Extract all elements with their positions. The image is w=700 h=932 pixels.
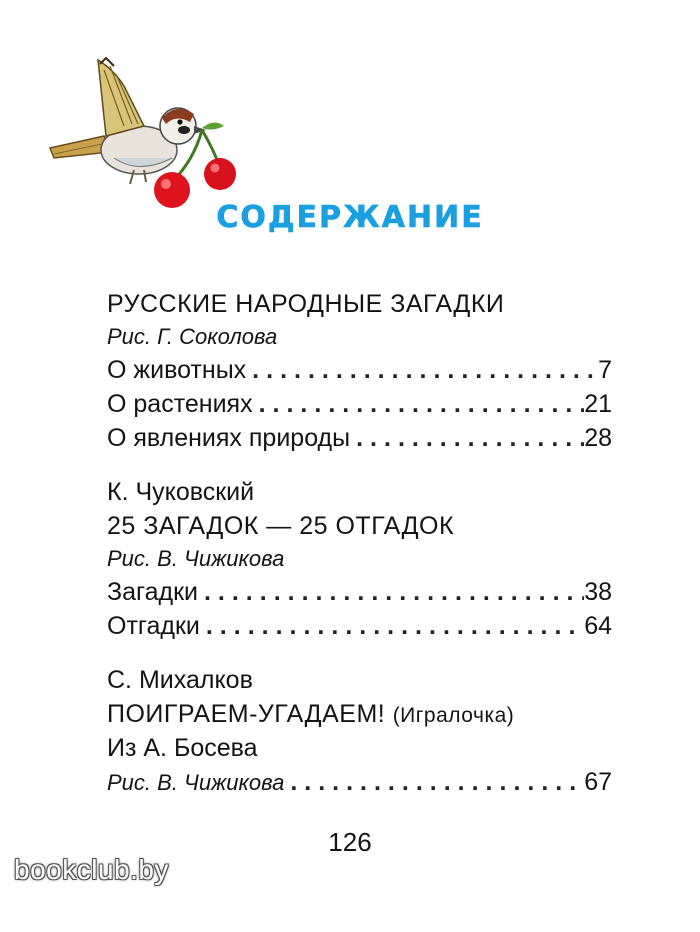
toc-entry-page: 7 [598,356,612,384]
toc-entry-page: 64 [584,612,612,640]
toc-entry-label: Отгадки [107,612,200,640]
section-title-row [107,697,612,731]
toc-section-mikhalkov [107,663,612,799]
toc-entry-label: Рис. В. Чижикова [107,770,285,795]
table-of-contents [107,287,612,819]
watermark: bookclub.by [14,854,169,885]
section-title: ПОИГРАЕМ-УГАДАЕМ! [107,700,386,728]
author-name: К. Чуковский [107,478,255,506]
toc-entry-label: О растениях [107,390,253,418]
illustrator-credit: Рис. Г. Соколова [107,324,278,349]
dot-leader [198,575,584,609]
toc-entry[interactable] [107,421,612,455]
dot-leader [200,609,584,643]
dot-leader [284,765,584,799]
toc-entry[interactable] [107,609,612,643]
toc-entry-page: 38 [584,578,612,606]
section-title: 25 ЗАГАДОК — 25 ОТГАДОК [107,512,455,540]
illustrator-credit: Рис. В. Чижикова [107,546,285,571]
dot-leader [253,387,585,421]
toc-entry[interactable] [107,387,612,421]
translator-credit: Из А. Босева [107,734,258,762]
dot-leader [246,353,598,387]
toc-entry-label: О явлениях природы [107,424,351,452]
section-title-note: (Игралочка) [392,704,515,727]
dot-leader [350,421,584,455]
toc-entry[interactable] [107,575,612,609]
toc-entry-label: Загадки [107,578,198,606]
toc-section-folk-riddles [107,287,612,455]
toc-section-chukovsky [107,475,612,643]
toc-entry-page: 21 [584,390,612,418]
toc-entry[interactable] [107,353,612,387]
toc-entry[interactable] [107,765,612,799]
sparrow-cherries-illustration [44,40,254,220]
toc-entry-page: 67 [584,768,612,796]
toc-entry-page: 28 [584,424,612,452]
section-title: РУССКИЕ НАРОДНЫЕ ЗАГАДКИ [107,290,505,318]
toc-entry-label: О животных [107,356,247,384]
page-number: 126 [328,827,372,857]
contents-heading: СОДЕРЖАНИЕ [216,200,484,235]
author-name: С. Михалков [107,666,253,694]
